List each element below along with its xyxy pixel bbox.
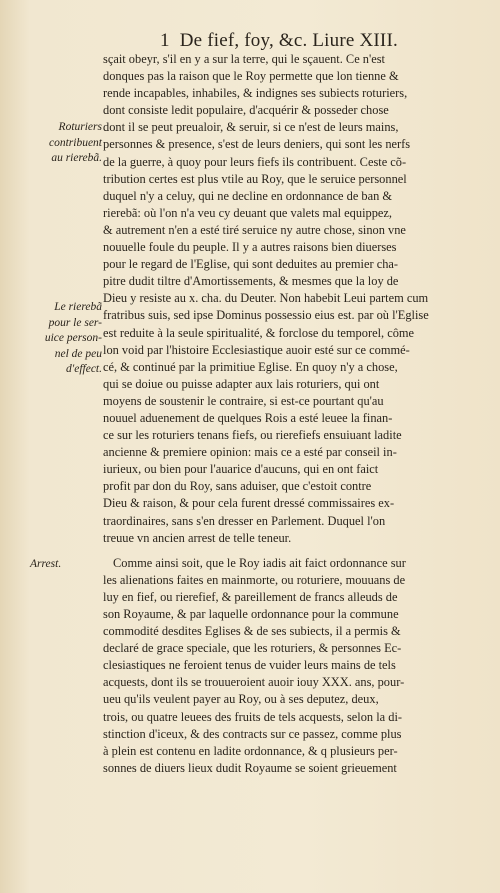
text-line: ueu qu'ils veulent payer au Roy, ou à ses deputez, deux, [103, 692, 379, 707]
running-title: De fief, foy, &c. Liure XIII. [179, 30, 398, 51]
text-line: iurieux, ou bien pour l'auarice d'aucuns, qui en ont faict [103, 462, 379, 477]
text-line: sonnes de diuers lieux dudit Royaume se soient grieuement [103, 760, 397, 775]
text-line: moyens de soustenir le contraire, si est-ce pourtant qu'au [103, 393, 384, 408]
text-line: cé, & continué par la primitiue Eglise. En quoy n'y a chose, [103, 359, 398, 374]
margin-note-line: Roturiers [58, 121, 102, 133]
text-line: profit par don du Roy, sans aduiser, que c'estoit contre [103, 479, 372, 494]
body-text [103, 51, 483, 777]
text-line: nouuelle foule du peuple. Il y a autres raisons bien diuerses [103, 240, 397, 255]
text-line: duquel n'y a celuy, qui ne decline en ordonnance de ban & [103, 188, 393, 203]
text-line: à plein est contenu en ladite ordonnance, & q plusieurs per- [103, 743, 398, 758]
margin-note-rierebã [28, 300, 102, 378]
text-line: ancienne & premiere opinion: mais ce a esté par conseil in- [103, 445, 397, 460]
text-line: rende incapables, inhabiles, & indignes ses subiects roturiers, [103, 86, 408, 101]
page-header [160, 30, 398, 52]
margin-note-line: Le rierebã [54, 301, 102, 313]
text-line: luy en fief, ou rierefief, & pareillement de francs alleuds de [103, 589, 398, 604]
margin-note-line: au rierebã. [51, 152, 102, 164]
text-line: donques pas la raison que le Roy permette que lon tienne & [103, 69, 399, 84]
text-line: dont il se peut preualoir, & seruir, si ce n'est de leurs mains, [103, 120, 399, 135]
text-line: tribution certes est plus vtile au Roy, que le seruice personnel [103, 171, 407, 186]
text-line: est reduite à la seule spiritualité, & forclose du temporel, côme [103, 325, 415, 340]
text-line: trois, ou quatre leuees des fruits de tels acquests, selon la di- [103, 709, 403, 724]
text-line: rierebã: où l'on n'a veu cy deuant que valets mal equippez, [103, 205, 392, 220]
text-line: commodité desdites Eglises & de ses subiects, il a permis & [103, 624, 401, 639]
margin-note-line: uice person- [44, 332, 102, 344]
text-line: ce sur les roturiers tenans fiefs, ou rierefiefs ensuiuant ladite [103, 428, 402, 443]
text-line: lon void par l'histoire Ecclesiastique auoir esté sur ce commé- [103, 342, 410, 357]
text-line: personnes & presence, s'est de leurs deniers, qui sont les nerfs [103, 137, 411, 152]
text-line: de la guerre, à quoy pour leurs fiefs ils contribuent. Ceste cõ- [103, 154, 407, 169]
margin-note-arrest [30, 557, 104, 573]
margin-note-line: contribuent [48, 136, 102, 149]
text-line: Comme ainsi soit, que le Roy iadis ait faict ordonnance sur [113, 555, 406, 570]
text-line: pour le regard de l'Eglise, qui sont deduites au premier cha- [103, 257, 399, 272]
text-line: stinction d'iceux, & des contracts sur ce passez, comme plus [103, 726, 402, 741]
paragraph-2 [103, 555, 483, 777]
text-line: Dieu y resiste au x. cha. du Deuter. Non habebit Leui partem cum [103, 291, 429, 306]
text-line: qui se doiue ou puisse adapter aux lais roturiers, qui ont [103, 376, 380, 391]
margin-note-line: Arrest. [30, 558, 62, 570]
margin-note-roturiers [28, 120, 102, 167]
text-line: traordinaires, sans s'en dresser en Parlement. Duquel l'on [103, 513, 386, 528]
margin-note-line: nel de peu [54, 347, 102, 360]
paragraph-1 [103, 51, 483, 547]
page-number: 1 [160, 30, 170, 51]
text-line: treuue vn ancien arrest de telle teneur. [103, 530, 292, 545]
text-line: clesiastiques ne feroient tenus de vuider leurs mains de tels [103, 658, 396, 673]
text-line: son Royaume, & par laquelle ordonnance pour la commune [103, 607, 399, 621]
margin-note-line: d'effect. [66, 363, 102, 375]
margin-notes [0, 0, 100, 893]
text-line: pitre dudit tiltre d'Amortissements, & mesmes que la loy de [103, 274, 399, 289]
text-line: dont consiste ledit populaire, d'acquérir & posseder chose [103, 103, 389, 118]
text-line: sçait obeyr, s'il en y a sur la terre, qui le sçauent. Ce n'est [103, 52, 385, 66]
margin-note-line: pour le ser- [48, 316, 102, 329]
text-line: Dieu & raison, & pour cela furent dressé commissaires ex- [103, 496, 395, 511]
text-line: nouuel aduenement de quelques Rois a esté leuee la finan- [103, 410, 393, 425]
text-line: acquests, dont ils se trouueroient auoir iouy XXX. ans, pour- [103, 675, 405, 690]
text-line: fratribus suis, sed ipse Dominus possessio eius est. par où l'Eglise [103, 308, 429, 323]
text-line: & autrement n'en a esté tiré seruice ny autre chose, sinon vne [103, 222, 406, 237]
text-line: les alienations faites en mainmorte, ou roturiere, mouuans de [103, 572, 406, 587]
text-line: declaré de grace speciale, que les roturiers, & personnes Ec- [103, 641, 402, 656]
